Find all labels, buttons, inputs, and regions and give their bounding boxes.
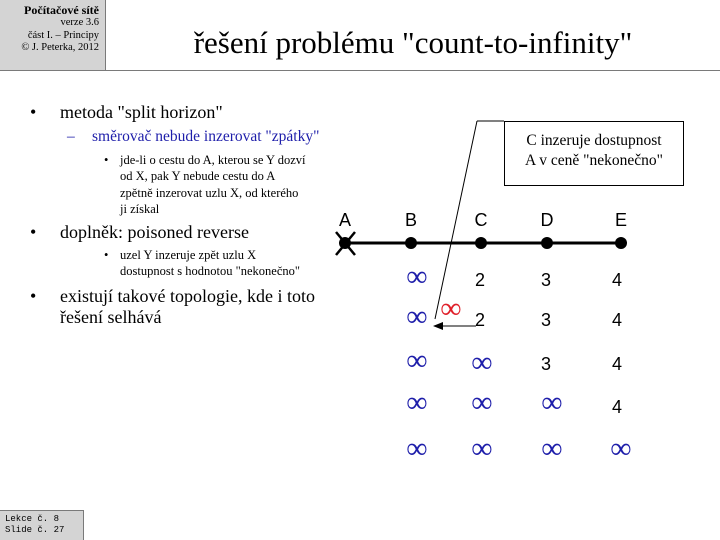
row4-cell-e: 4 <box>611 397 622 417</box>
row5-cell-e: ∞ <box>610 432 632 465</box>
row4-cell-d: ∞ <box>541 386 563 419</box>
row5-cell-c: ∞ <box>471 432 493 465</box>
row3-cell-d: 3 <box>540 354 551 374</box>
node-label-e: E <box>614 210 627 230</box>
callout-line-2: A v ceně "nekonečno" <box>525 152 663 169</box>
node-dot-c <box>475 237 487 249</box>
row2-cell-b: ∞ <box>406 300 428 333</box>
sub-sub-bullet-split-horizon: • jde-li o cestu do A, kterou se Y dozví od X, pak Y nebude cestu do A zpětně inzerovat uzlu X, od kterého ji získal <box>30 152 308 218</box>
callout-box <box>504 121 684 186</box>
row2-cell-e: 4 <box>611 310 622 330</box>
node-dot-b <box>405 237 417 249</box>
row1-cell-d: 3 <box>540 270 551 290</box>
row5-cell-d: ∞ <box>541 432 563 465</box>
bullet-split-horizon: • metoda "split horizon" <box>30 102 320 123</box>
node-label-d: D <box>540 210 554 230</box>
row2-poisoned-infinity: ∞ <box>440 292 462 325</box>
row3-cell-e: 4 <box>611 354 622 374</box>
row3-cell-c: ∞ <box>471 346 493 379</box>
slide-number: Slide č. 27 <box>5 525 65 535</box>
sub-bullet-poisoned-reverse: • uzel Y inzeruje zpět uzlu X dostupnost s hodnotou "nekonečno" <box>30 247 308 280</box>
row4-cell-c: ∞ <box>471 386 493 419</box>
row5-cell-b: ∞ <box>406 432 428 465</box>
callout-line-1: C inzeruje dostupnost <box>526 132 662 149</box>
course-part: část I. – Principy <box>27 29 99 41</box>
copyright: © J. Peterka, 2012 <box>21 42 99 53</box>
row4-cell-b: ∞ <box>406 386 428 419</box>
sub-bullet-split-horizon: – směrovač nebude inzerovat "zpátky" <box>30 127 320 148</box>
node-label-b: B <box>404 210 417 230</box>
course-name: Počítačové sítě <box>24 3 99 17</box>
slide-title: řešení problému "count-to-infinity" <box>106 0 720 71</box>
row1-cell-e: 4 <box>611 270 622 290</box>
node-label-a: A <box>338 210 351 230</box>
row1-cell-c: 2 <box>474 270 485 290</box>
bullet-topology-failure: • existují takové topologie, kde i toto řešení selhává <box>30 286 320 328</box>
row3-cell-b: ∞ <box>406 344 428 377</box>
node-dot-d <box>541 237 553 249</box>
row2-cell-c: 2 <box>474 310 485 330</box>
node-label-c: C <box>474 210 488 230</box>
row1-cell-b: ∞ <box>406 260 428 293</box>
bullet-poisoned-reverse: • doplněk: poisoned reverse <box>30 222 320 243</box>
node-dot-e <box>615 237 627 249</box>
row2-cell-d: 3 <box>540 310 551 330</box>
lecture-number: Lekce č. 8 <box>5 514 60 524</box>
course-version: verze 3.6 <box>60 17 99 28</box>
slide-footer <box>0 510 84 540</box>
